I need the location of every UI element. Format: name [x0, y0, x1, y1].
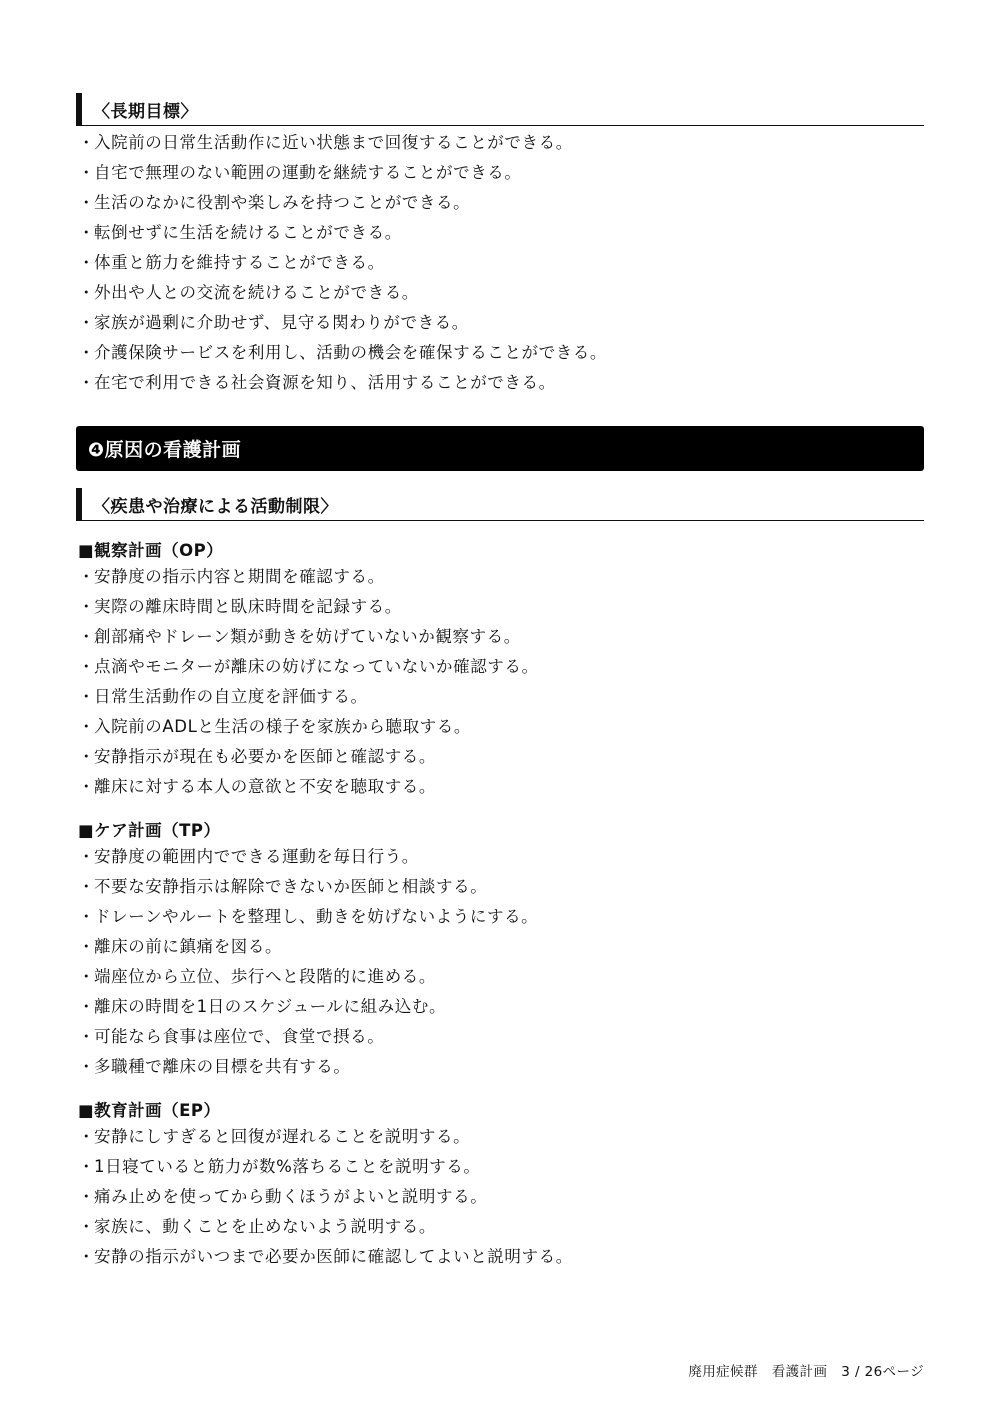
list-item-text: 痛み止めを使ってから動くほうがよいと説明する。	[94, 1187, 488, 1206]
list-item	[78, 682, 918, 712]
op-label: ■観察計画（OP）	[78, 541, 224, 560]
list-item	[78, 1052, 918, 1082]
list-item	[78, 592, 918, 622]
bullet: ・	[78, 373, 96, 392]
tp-label: ■ケア計画（TP）	[78, 821, 221, 840]
bullet: ・	[78, 657, 96, 676]
section-4-title: ❹原因の看護計画	[88, 439, 242, 461]
list-item-text: 日常生活動作の自立度を評価する。	[94, 687, 368, 706]
list-item	[78, 218, 918, 248]
list-item-text: 1日寝ていると筋力が数%落ちることを説明する。	[94, 1157, 481, 1176]
list-item	[78, 872, 918, 902]
list-item-text: 不要な安静指示は解除できないか医師と相談する。	[94, 877, 488, 896]
long-term-goals-list	[78, 128, 918, 398]
list-item	[78, 842, 918, 872]
cause-heading	[76, 488, 924, 521]
list-item-text: 安静度の範囲内でできる運動を毎日行う。	[94, 847, 419, 866]
ep-list	[78, 1122, 918, 1272]
heading-accent-bar	[76, 488, 82, 521]
bullet: ・	[78, 193, 96, 212]
list-item-text: 離床に対する本人の意欲と不安を聴取する。	[94, 777, 436, 796]
bullet: ・	[78, 777, 96, 796]
bullet: ・	[78, 313, 96, 332]
list-item	[78, 1212, 918, 1242]
list-item	[78, 1152, 918, 1182]
bullet: ・	[78, 1057, 96, 1076]
list-item-text: 家族が過剰に介助せず、見守る関わりができる。	[94, 313, 469, 332]
bullet: ・	[78, 937, 96, 956]
bullet: ・	[78, 1247, 96, 1266]
list-item	[78, 712, 918, 742]
bullet: ・	[78, 997, 96, 1016]
bullet: ・	[78, 567, 96, 586]
bullet: ・	[78, 283, 96, 302]
list-item	[78, 158, 918, 188]
list-item-text: 入院前の日常生活動作に近い状態まで回復することができる。	[94, 133, 573, 152]
long-term-goals-title: 〈長期目標〉	[93, 102, 198, 122]
list-item	[78, 1242, 918, 1272]
list-item-text: 介護保険サービスを利用し、活動の機会を確保することができる。	[94, 343, 607, 362]
list-item-text: 離床の時間を1日のスケジュールに組み込む。	[94, 997, 447, 1016]
list-item	[78, 562, 918, 592]
list-item-text: 転倒せずに生活を続けることができる。	[94, 223, 402, 242]
list-item	[78, 128, 918, 158]
bullet: ・	[78, 133, 96, 152]
op-list	[78, 562, 918, 802]
list-item	[78, 652, 918, 682]
bullet: ・	[78, 967, 96, 986]
list-item	[78, 992, 918, 1022]
list-item	[78, 772, 918, 802]
ep-label: ■教育計画（EP）	[78, 1101, 221, 1120]
bullet: ・	[78, 253, 96, 272]
list-item	[78, 368, 918, 398]
bullet: ・	[78, 1187, 96, 1206]
list-item	[78, 742, 918, 772]
section-4-banner	[76, 426, 924, 471]
list-item-text: 安静の指示がいつまで必要か医師に確認してよいと説明する。	[94, 1247, 573, 1266]
list-item-text: 安静指示が現在も必要かを医師と確認する。	[94, 747, 436, 766]
bullet: ・	[78, 747, 96, 766]
list-item	[78, 902, 918, 932]
bullet: ・	[78, 717, 96, 736]
bullet: ・	[78, 687, 96, 706]
bullet: ・	[78, 163, 96, 182]
bullet: ・	[78, 1157, 96, 1176]
list-item	[78, 932, 918, 962]
list-item-text: 家族に、動くことを止めないよう説明する。	[94, 1217, 436, 1236]
cause-title: 〈疾患や治療による活動制限〉	[93, 497, 338, 517]
list-item	[78, 278, 918, 308]
list-item-text: 体重と筋力を維持することができる。	[94, 253, 385, 272]
bullet: ・	[78, 627, 96, 646]
bullet: ・	[78, 1027, 96, 1046]
page-footer: 廃用症候群 看護計画 3 / 26ページ	[688, 1364, 924, 1380]
list-item-text: 可能なら食事は座位で、食堂で摂る。	[94, 1027, 385, 1046]
list-item-text: 創部痛やドレーン類が動きを妨げていないか観察する。	[94, 627, 521, 646]
list-item	[78, 622, 918, 652]
list-item	[78, 188, 918, 218]
bullet: ・	[78, 597, 96, 616]
list-item-text: 多職種で離床の目標を共有する。	[94, 1057, 351, 1076]
bullet: ・	[78, 847, 96, 866]
list-item	[78, 1122, 918, 1152]
list-item-text: 実際の離床時間と臥床時間を記録する。	[94, 597, 402, 616]
heading-accent-bar	[76, 93, 82, 126]
list-item	[78, 308, 918, 338]
bullet: ・	[78, 343, 96, 362]
long-term-goals-heading	[76, 93, 924, 126]
list-item	[78, 338, 918, 368]
bullet: ・	[78, 877, 96, 896]
list-item	[78, 248, 918, 278]
list-item-text: 安静にしすぎると回復が遅れることを説明する。	[94, 1127, 471, 1146]
bullet: ・	[78, 223, 96, 242]
bullet: ・	[78, 907, 96, 926]
list-item-text: 入院前のADLと生活の様子を家族から聴取する。	[94, 717, 471, 736]
list-item-text: 安静度の指示内容と期間を確認する。	[94, 567, 385, 586]
list-item-text: 在宅で利用できる社会資源を知り、活用することができる。	[94, 373, 556, 392]
tp-list	[78, 842, 918, 1082]
list-item-text: 自宅で無理のない範囲の運動を継続することができる。	[94, 163, 522, 182]
list-item-text: 点滴やモニターが離床の妨げになっていないか確認する。	[94, 657, 539, 676]
list-item	[78, 1182, 918, 1212]
list-item-text: 外出や人との交流を続けることができる。	[94, 283, 419, 302]
list-item-text: 離床の前に鎮痛を図る。	[94, 937, 283, 956]
list-item-text: ドレーンやルートを整理し、動きを妨げないようにする。	[94, 907, 539, 926]
list-item	[78, 1022, 918, 1052]
list-item-text: 生活のなかに役割や楽しみを持つことができる。	[94, 193, 471, 212]
bullet: ・	[78, 1217, 96, 1236]
list-item	[78, 962, 918, 992]
list-item-text: 端座位から立位、歩行へと段階的に進める。	[94, 967, 436, 986]
bullet: ・	[78, 1127, 96, 1146]
